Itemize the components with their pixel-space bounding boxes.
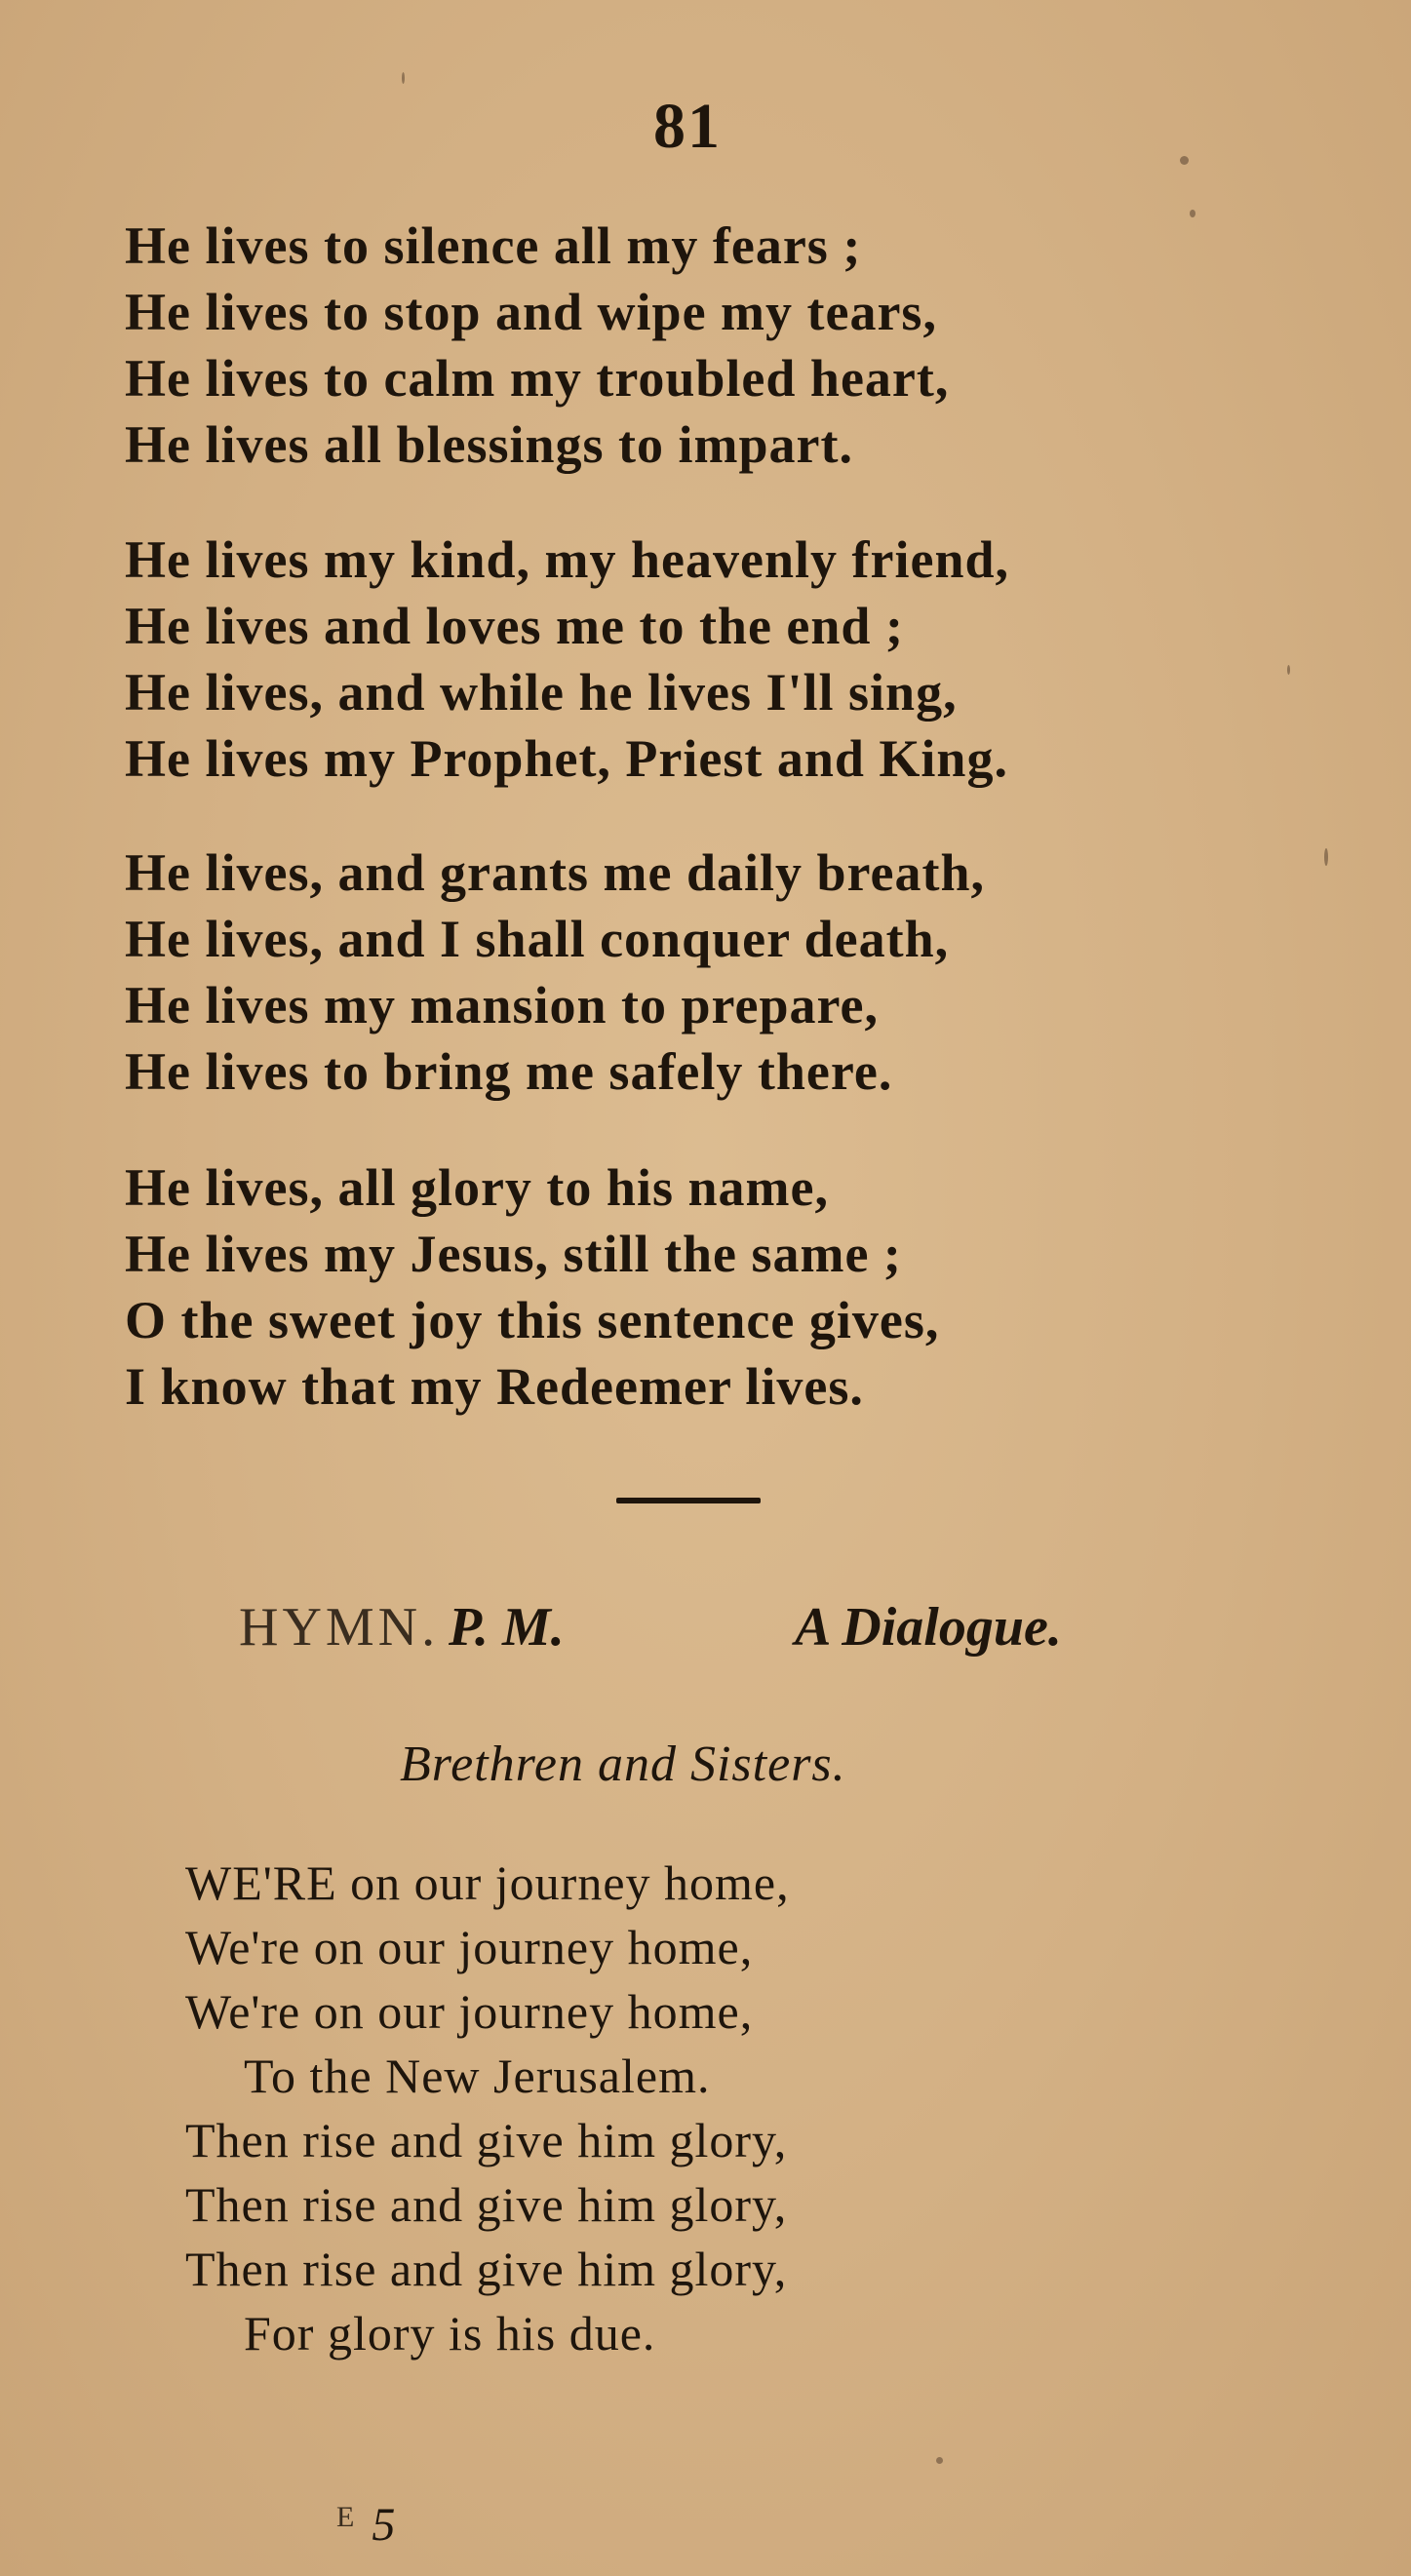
section-divider — [616, 1498, 761, 1503]
paper-speck — [1180, 156, 1189, 165]
verse-line: O the sweet joy this sentence gives, — [125, 1291, 940, 1349]
hymn-line: We're on our journey home, — [185, 1984, 754, 2039]
hymn-subtitle: A Dialogue. — [795, 1597, 1062, 1658]
signature-letter: E — [336, 2501, 355, 2533]
verse-line: He lives to calm my troubled heart, — [125, 349, 950, 408]
hymn-body — [185, 1851, 790, 2365]
verse-line: I know that my Redeemer lives. — [125, 1357, 864, 1416]
verse-line: He lives to bring me safely there. — [125, 1042, 893, 1101]
verse-line: He lives my kind, my heavenly friend, — [125, 530, 1010, 589]
verse-line: He lives, and grants me daily breath, — [125, 843, 986, 902]
verse-line: He lives and loves me to the end ; — [125, 597, 904, 655]
signature-mark — [336, 2498, 395, 2552]
verse-line: He lives all blessings to impart. — [125, 415, 853, 474]
signature-number: 5 — [372, 2499, 396, 2551]
hymn-line: Then rise and give him glory, — [185, 2177, 788, 2232]
paper-speck — [936, 2457, 943, 2464]
verse-line: He lives my Prophet, Priest and King. — [125, 729, 1008, 788]
verse-line: He lives my mansion to prepare, — [125, 976, 879, 1034]
hymn-title: HYMN. — [239, 1597, 440, 1658]
hymn-line: WE'RE on our journey home, — [185, 1855, 790, 1910]
hymn-voices: Brethren and Sisters. — [400, 1737, 846, 1792]
hymn-line: Then rise and give him glory, — [185, 2113, 788, 2167]
hymn-line: Then rise and give him glory, — [185, 2242, 788, 2296]
paper-speck — [1324, 848, 1328, 866]
page-number: 81 — [653, 91, 722, 162]
verse-line: He lives to stop and wipe my tears, — [125, 283, 937, 341]
hymn-line: For glory is his due. — [244, 2306, 656, 2361]
paper-speck — [1190, 210, 1195, 217]
verse-line: He lives, all glory to his name, — [125, 1158, 829, 1217]
hymn-line: To the New Jerusalem. — [244, 2049, 711, 2103]
verse-line: He lives, and while he lives I'll sing, — [125, 663, 958, 722]
stanza-4 — [125, 1154, 939, 1420]
paper-speck — [402, 72, 405, 84]
verse-line: He lives my Jesus, still the same ; — [125, 1225, 902, 1283]
hymn-line: We're on our journey home, — [185, 1920, 754, 1974]
verse-line: He lives, and I shall conquer death, — [125, 910, 950, 968]
stanza-2 — [125, 527, 1009, 792]
paper-speck — [1287, 665, 1290, 675]
stanza-3 — [125, 839, 985, 1105]
verse-line: He lives to silence all my fears ; — [125, 216, 862, 275]
hymn-meter: P. M. — [449, 1597, 565, 1658]
stanza-1 — [125, 213, 949, 478]
